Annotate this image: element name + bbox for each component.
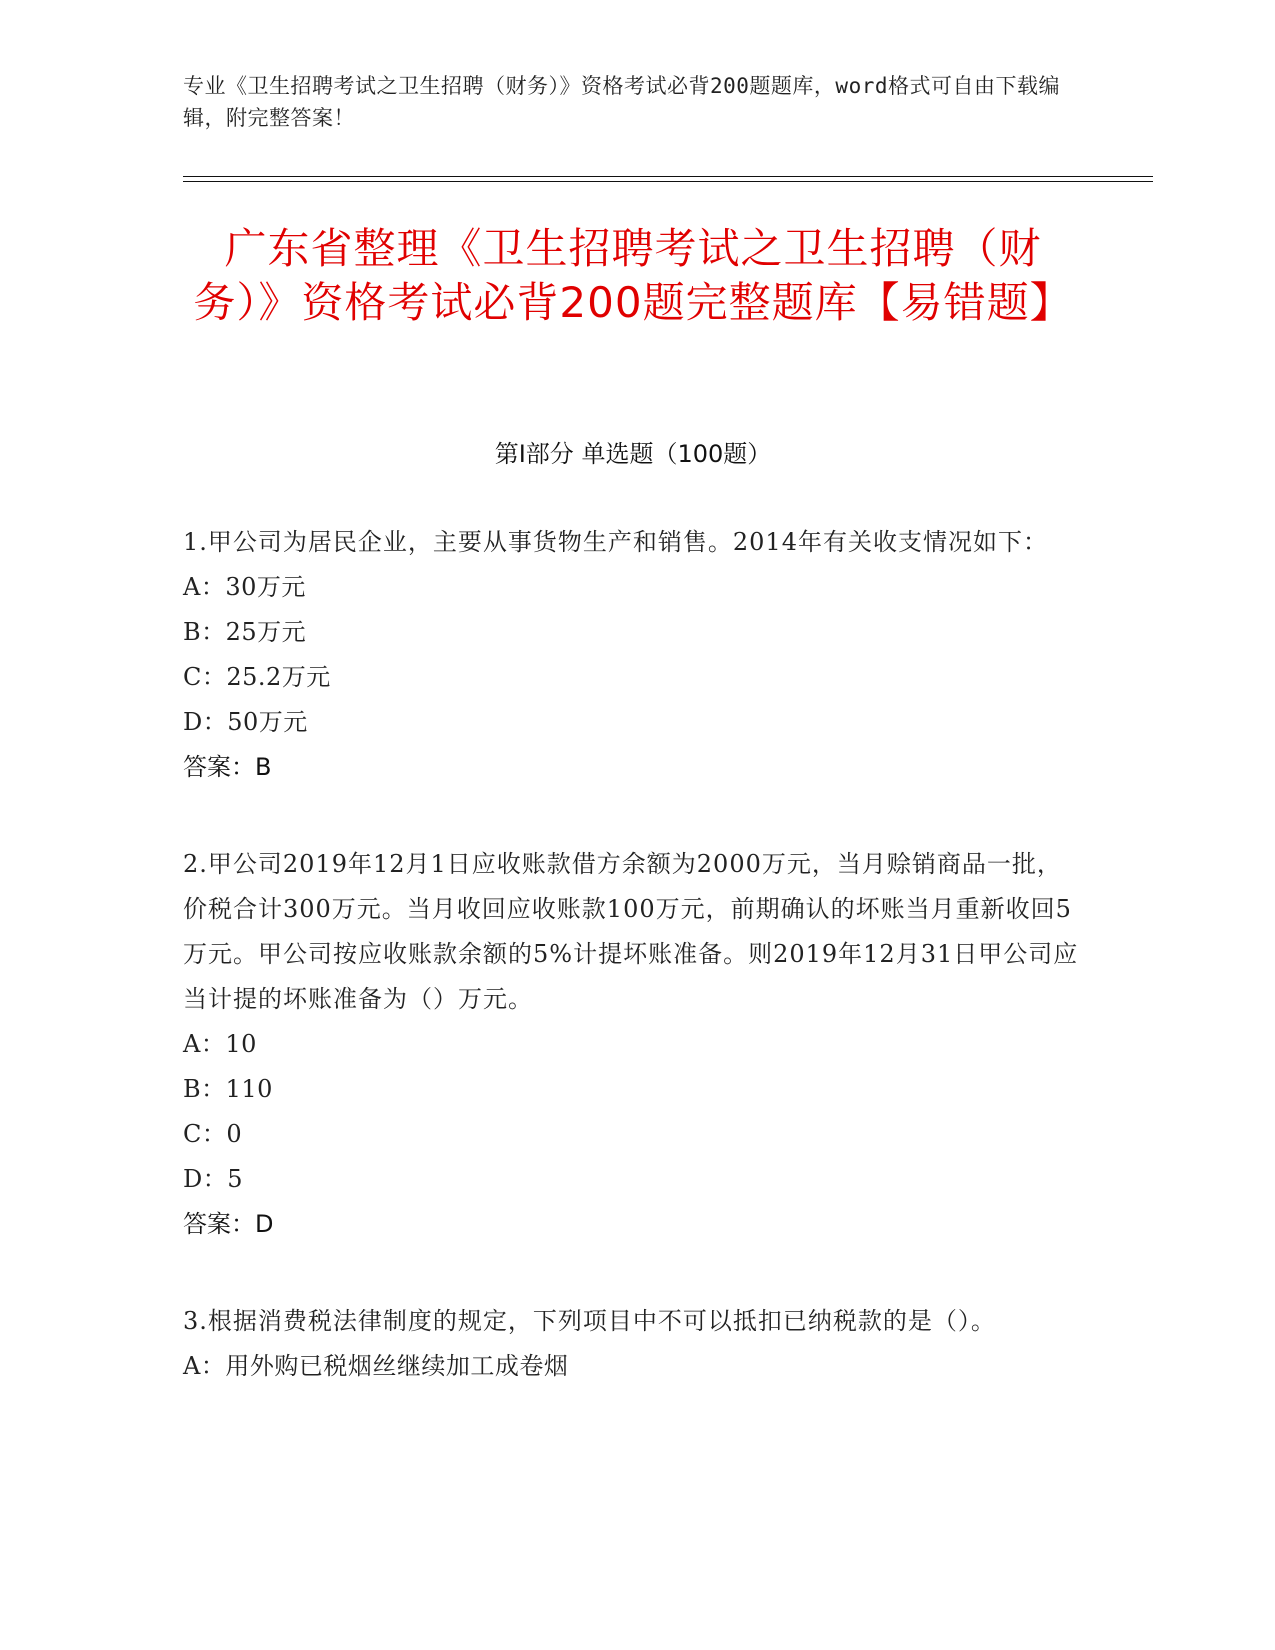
- question-text: 2.甲公司2019年12月1日应收账款借方余额为2000万元，当月赊销商品一批，价税合计300万元。当月收回应收账款100万元，前期确认的坏账当月重新收回5万元。甲公司按应收账款余额的5%计提坏账准备。则2019年12月31日甲公司应当计提的坏账准备为（）万元。: [183, 850, 1079, 1013]
- document-title: 广东省整理《卫生招聘考试之卫生招聘（财务）》资格考试必背200题完整题库【易错题】: [193, 224, 1073, 327]
- option-a: A：30万元: [183, 573, 306, 601]
- question-text: 1.甲公司为居民企业，主要从事货物生产和销售。2014年有关收支情况如下：: [183, 528, 1048, 556]
- section-heading: 第I部分 单选题（100题）: [494, 440, 772, 468]
- option-d: D：50万元: [183, 708, 308, 736]
- option-a: A：用外购已税烟丝继续加工成卷烟: [183, 1352, 569, 1380]
- option-d: D：5: [183, 1165, 244, 1193]
- header-note: 专业《卫生招聘考试之卫生招聘（财务）》资格考试必背200题题库，word格式可自由下载编辑，附完整答案！: [183, 74, 1060, 130]
- answer-line: 答案：B: [183, 753, 272, 781]
- header-divider-bottom: [183, 181, 1153, 182]
- option-c: C：25.2万元: [183, 663, 331, 691]
- option-c: C：0: [183, 1120, 243, 1148]
- option-a: A：10: [183, 1030, 257, 1058]
- question-text: 3.根据消费税法律制度的规定，下列项目中不可以抵扣已纳税款的是（）。: [183, 1307, 996, 1335]
- question-3: [183, 1299, 1083, 1389]
- option-b: B：110: [183, 1075, 273, 1103]
- answer-line: 答案：D: [183, 1210, 274, 1238]
- question-list: [183, 520, 1083, 1441]
- option-b: B：25万元: [183, 618, 307, 646]
- question-1: [183, 520, 1083, 790]
- question-2: [183, 842, 1083, 1247]
- header-divider-top: [183, 176, 1153, 177]
